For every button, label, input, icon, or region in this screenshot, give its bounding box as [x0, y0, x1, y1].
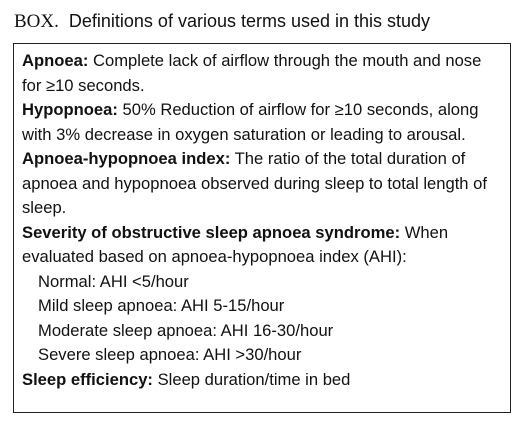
- definitions-box: [13, 43, 511, 413]
- severity-level-moderate: Moderate sleep apnoea: AHI 16-30/hour: [38, 320, 334, 340]
- definition-apnoea: [22, 49, 502, 98]
- box-label: BOX.: [14, 11, 59, 32]
- definition-ahi: [22, 147, 502, 221]
- definition-apnoea-text: Complete lack of airflow through the mouth and nose for ≥10 seconds.: [22, 51, 482, 95]
- definition-sleep-efficiency-text: Sleep duration/time in bed: [157, 369, 351, 389]
- box-title: [14, 9, 430, 34]
- severity-level-severe: Severe sleep apnoea: AHI >30/hour: [38, 345, 302, 364]
- definition-hypopnoea: [22, 98, 502, 147]
- severity-level-normal: Normal: AHI <5/hour: [38, 271, 189, 291]
- term-osas-severity: Severity of obstructive sleep apnoea syndrome:: [22, 222, 401, 242]
- definition-osas-severity-text: When evaluated based on apnoea-hypopnoea index (AHI):: [22, 222, 449, 266]
- box-heading-text: Definitions of various terms used in this study: [68, 11, 431, 31]
- definition-sleep-efficiency: [22, 368, 502, 393]
- definition-osas-severity: [22, 221, 502, 270]
- definition-hypopnoea-text: 50% Reduction of airflow for ≥10 seconds, along with 3% decrease in oxygen saturation or leading to arousal.: [22, 100, 479, 144]
- term-ahi: Apnoea-hypopnoea index:: [22, 149, 231, 168]
- severity-level-mild: Mild sleep apnoea: AHI 5-15/hour: [38, 296, 285, 315]
- term-sleep-efficiency: Sleep efficiency:: [22, 369, 153, 389]
- definition-ahi-text: The ratio of the total duration of apnoea and hypopnoea observed during sleep to total length of sleep.: [22, 149, 487, 217]
- term-apnoea: Apnoea:: [22, 51, 89, 70]
- term-hypopnoea: Hypopnoea:: [22, 100, 118, 119]
